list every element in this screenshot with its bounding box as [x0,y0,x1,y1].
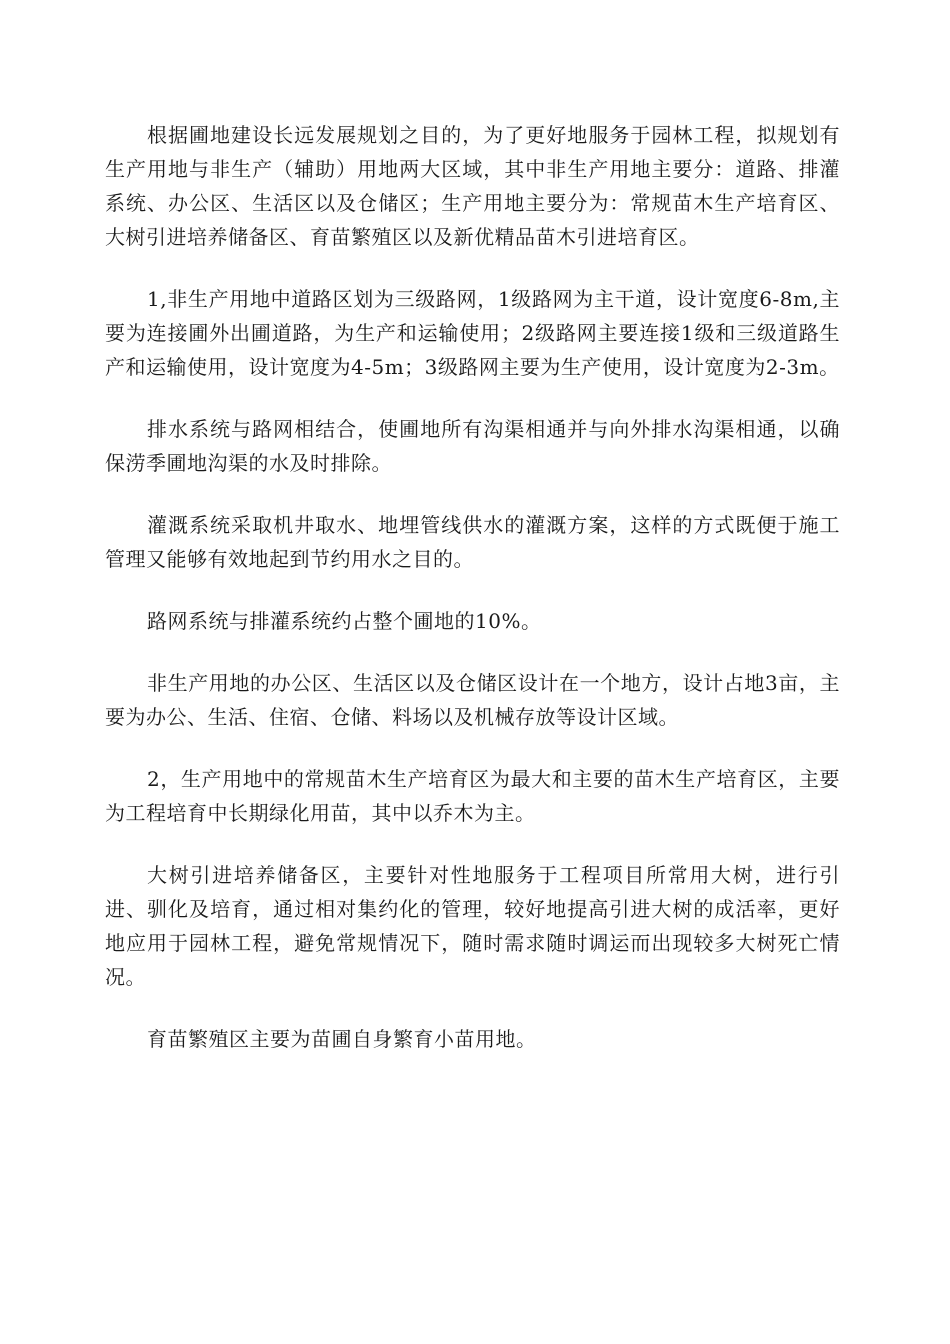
paragraph-area-ratio: 路网系统与排灌系统约占整个圃地的10%。 [147,609,542,633]
paragraph-large-tree-area: 大树引进培养储备区，主要针对性地服务于工程项目所常用大树，进行引进、驯化及培育，通过相对集约化的管理，较好地提高引进大树的成活率，更好地应用于园林工程，避免常规情况下，随时需求随时调运而出现较多大树死亡情况。 [105,863,840,989]
paragraph-drainage: 排水系统与路网相结合，使圃地所有沟渠相通并与向外排水沟渠相通，以确保涝季圃地沟渠的水及时排除。 [105,417,840,475]
paragraph-intro: 根据圃地建设长远发展规划之目的，为了更好地服务于园林工程，拟规划有生产用地与非生产（辅助）用地两大区域，其中非生产用地主要分：道路、排灌系统、办公区、生活区以及仓储区；生产用地主要分为：常规苗木生产培育区、大树引进培养储备区、育苗繁殖区以及新优精品苗木引进培育区。 [105,123,840,249]
paragraph-seedling-area: 2，生产用地中的常规苗木生产培育区为最大和主要的苗木生产培育区，主要为工程培育中长期绿化用苗，其中以乔木为主。 [105,767,840,825]
paragraph-irrigation: 灌溉系统采取机井取水、地埋管线供水的灌溉方案，这样的方式既便于施工管理又能够有效地起到节约用水之目的。 [105,513,840,571]
document-page [105,118,840,1084]
paragraph-road-network: 1,非生产用地中道路区划为三级路网，1级路网为主干道，设计宽度6-8m,主要为连接圃外出圃道路，为生产和运输使用；2级路网主要连接1级和三级道路生产和运输使用，设计宽度为4-5m；3级路网主要为生产使用，设计宽度为2-3m。 [105,287,840,379]
paragraph-nursery-area: 育苗繁殖区主要为苗圃自身繁育小苗用地。 [147,1027,537,1051]
paragraph-office-area: 非生产用地的办公区、生活区以及仓储区设计在一个地方，设计占地3亩，主要为办公、生活、住宿、仓储、料场以及机械存放等设计区域。 [105,671,840,729]
